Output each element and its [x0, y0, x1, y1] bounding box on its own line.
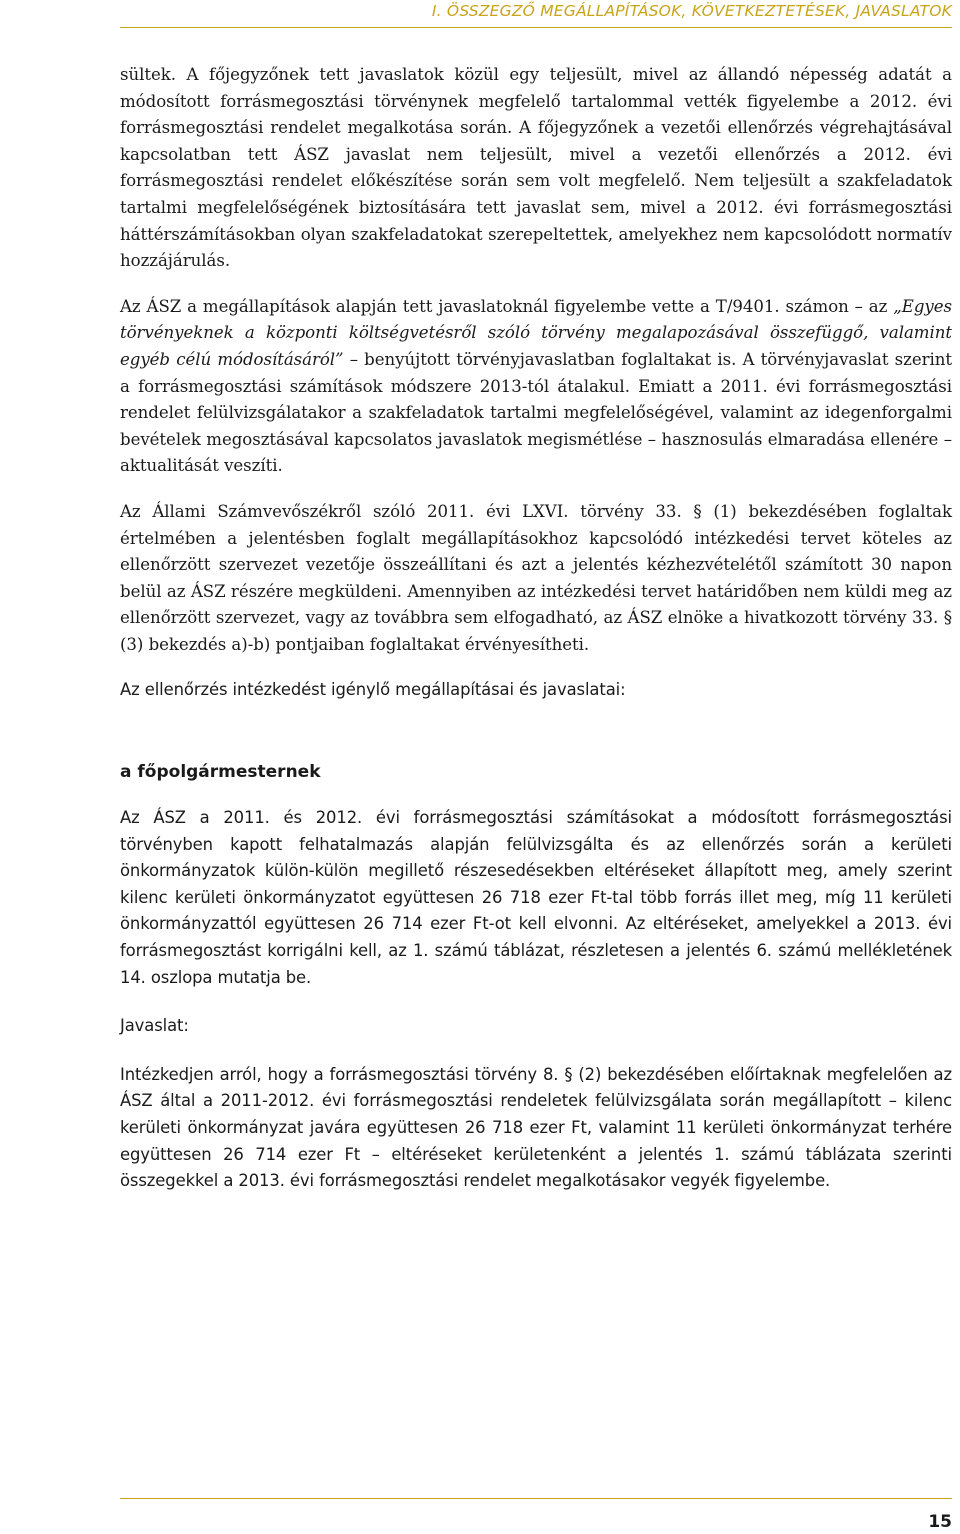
paragraph-3: Az Állami Számvevőszékről szóló 2011. évi LXVI. törvény 33. § (1) bekezdésében foglaltak értelmében a jelentésben foglalt megállapításokhoz kapcsolódó intézkedési tervet köteles az ellenőrzött szervezet vezetője összeállítani és azt a jelentés kézhezvételétől számított 30 napon belül az ÁSZ részére megküldeni. Amennyiben az intézkedési tervet határidőben nem küldi meg az ellenőrzött szervezet, vagy az továbbra sem elfogadható, az ÁSZ elnöke a hivatkozott törvény 33. § (3) bekezdés a)-b) pontjaiban foglaltakat érvényesítheti. — [120, 501, 952, 654]
paragraph-2-intro: Az ÁSZ a megállapítások alapján tett javaslatoknál figyelembe vette a T/9401. számon – az — [120, 296, 894, 316]
page-number: 15 — [928, 1512, 952, 1532]
paragraph-2-rest: – benyújtott törvényjavaslatban foglaltakat is. A törvényjavaslat szerint a forrásmegosztási számítások módszere 2013-tól átalakul. Emiatt a 2011. évi forrásmegosztási rendelet felülvizsgálatakor a szakfeladatok tartalmi megfelelőségével, valamint az idegenforgalmi bevételek megosztásával kapcsolatos javaslatok megismétlése – hasznosulás elmaradása ellenére – aktualitását veszíti. — [120, 349, 952, 476]
paragraph-6-label: Javaslat: — [120, 1016, 189, 1036]
paragraph-4: Az ellenőrzés intézkedést igénylő megállapításai és javaslatai: — [120, 680, 626, 700]
paragraph-7: Intézkedjen arról, hogy a forrásmegosztási törvény 8. § (2) bekezdésében előírtaknak megfelelően az ÁSZ által a 2011-2012. évi forrásmegosztási rendeletek felülvizsgálata során megállapított – kilenc kerületi önkormányzat javára együttesen 26 718 ezer Ft, valamint 11 kerületi önkormányzat terhére együttesen 26 714 ezer Ft – eltéréseket kerületenként a jelentés 1. számú táblázata szerinti összegekkel a 2013. évi forrásmegosztási rendelet megalkotásakor vegyék figyelembe. — [120, 1064, 952, 1191]
section-heading: a főpolgármesternek — [120, 762, 321, 783]
paragraph-1: sültek. A főjegyzőnek tett javaslatok közül egy teljesült, mivel az állandó népesség adatát a módosított forrásmegosztási törvénynek megfelelő tartalommal vették figyelembe a 2012. évi forrásmegosztási rendelet megalkotása során. A főjegyzőnek a vezetői ellenőrzés végrehajtásával kapcsolatban tett ÁSZ javaslat nem teljesült, mivel a vezetői ellenőrzés a 2012. évi forrásmegosztási rendelet előkészítése során sem volt megfelelő. Nem teljesült a szakfeladatok tartalmi megfelelőségének biztosítására tett javaslat sem, mivel a 2012. évi forrásmegosztási háttérszámításokban olyan szakfeladatokat szerepeltettek, amelyekhez nem kapcsolódott normatív hozzájárulás. — [120, 65, 952, 271]
paragraph-5: Az ÁSZ a 2011. és 2012. évi forrásmegosztási számításokat a módosított forrásmegosztási törvényben kapott felhatalmazás alapján felülvizsgálta és az ellenőrzés során a kerületi önkormányzatok külön-külön megillető részesedésekben eltéréseket állapított meg, amely szerint kilenc kerületi önkormányzatot együttesen 26 718 ezer Ft-tal több forrás illet meg, míg 11 kerületi önkormányzattól együttesen 26 714 ezer Ft-ot kell elvonni. Az eltéréseket, amelyekkel a 2013. évi forrásmegosztást korrigálni kell, az 1. számú táblázat, részletesen a jelentés 6. számú mellékletének 14. oszlopa mutatja be. — [120, 808, 952, 987]
page-content — [120, 62, 952, 1195]
running-header-title: I. ÖSSZEGZŐ MEGÁLLAPÍTÁSOK, KÖVETKEZTETÉSEK, JAVASLATOK — [431, 2, 952, 20]
paragraph-2 — [120, 294, 952, 480]
footer-divider — [120, 1498, 952, 1499]
paragraph-2-bill-title: „Egyes törvényeknek a központi költségvetésről szóló törvény megalapozásával összefüggő, valamint egyéb célú módosításáról” — [120, 296, 952, 369]
running-header — [120, 2, 952, 28]
